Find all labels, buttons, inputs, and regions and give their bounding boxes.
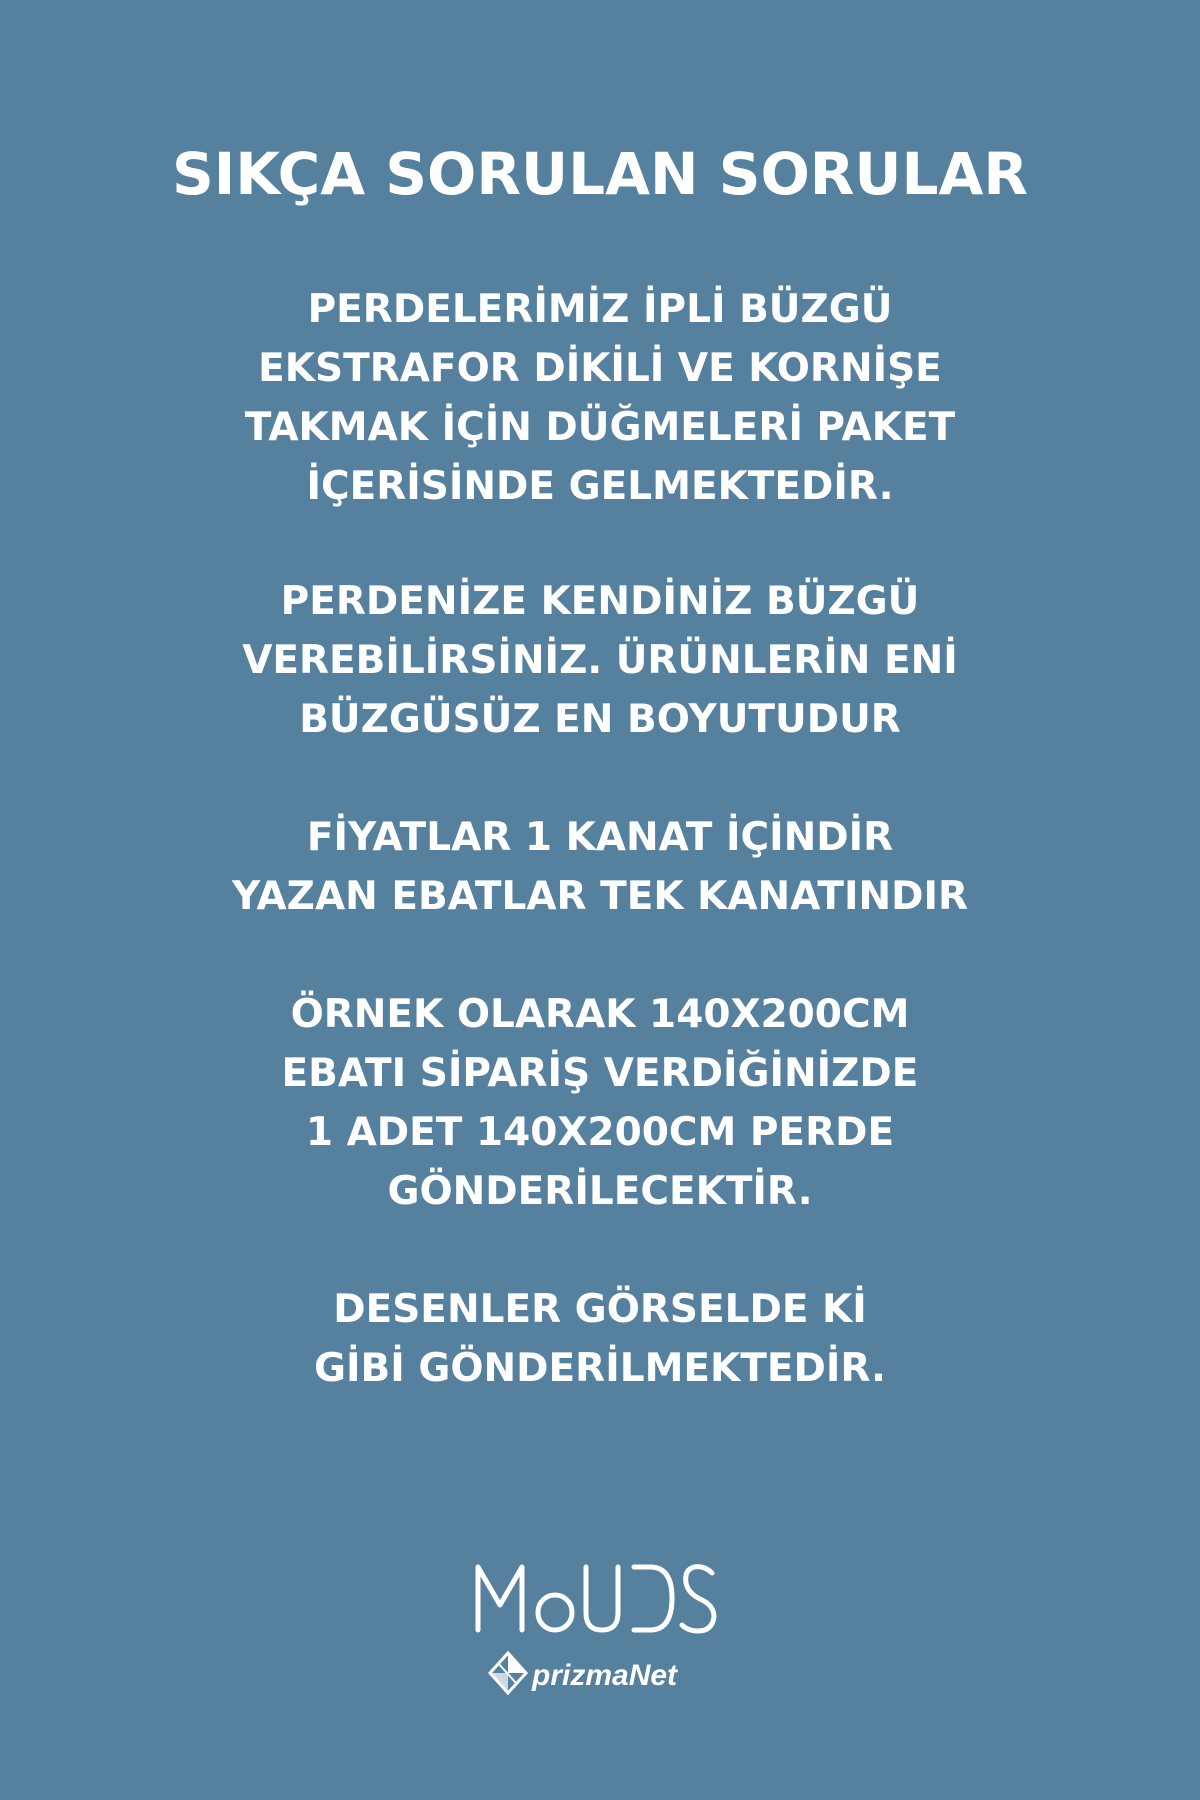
faq-line: GÖNDERİLECEKTİR. <box>387 1169 813 1214</box>
faq-line: İÇERİSİNDE GELMEKTEDİR. <box>306 464 894 509</box>
faq-item-5 <box>0 1280 1200 1398</box>
faq-line: BÜZGÜSÜZ EN BOYUTUDUR <box>299 697 901 742</box>
faq-line: 1 ADET 140X200CM PERDE <box>305 1110 895 1155</box>
mouds-prizmanet-logo <box>450 1545 750 1705</box>
page-title: SIKÇA SORULAN SORULAR <box>171 140 1029 208</box>
faq-line: PERDENİZE KENDİNİZ BÜZGÜ <box>280 579 920 624</box>
mouds-wordmark <box>478 1567 714 1631</box>
faq-line: GİBİ GÖNDERİLMEKTEDİR. <box>314 1346 886 1391</box>
faq-line: TAKMAK İÇİN DÜĞMELERİ PAKET <box>244 405 956 450</box>
faq-item-3 <box>0 808 1200 926</box>
faq-item-1 <box>0 280 1200 516</box>
faq-line: PERDELERİMİZ İPLİ BÜZGÜ <box>307 287 893 332</box>
prizmanet-wordmark: prizmaNet <box>532 1659 678 1692</box>
prizmanet-icon <box>490 1653 526 1693</box>
faq-item-2 <box>0 572 1200 749</box>
faq-line: EBATI SİPARİŞ VERDİĞİNİZDE <box>281 1051 919 1096</box>
faq-line: VEREBİLİRSİNİZ. ÜRÜNLERİN ENİ <box>242 638 958 683</box>
brand-logo <box>0 1545 1200 1715</box>
faq-line: EKSTRAFOR DİKİLİ VE KORNİŞE <box>258 346 942 391</box>
faq-item-4 <box>0 985 1200 1221</box>
faq-line: YAZAN EBATLAR TEK KANATINDIR <box>231 874 969 919</box>
faq-line: FİYATLAR 1 KANAT İÇİNDİR <box>306 815 894 860</box>
faq-line: ÖRNEK OLARAK 140X200CM <box>290 992 910 1037</box>
faq-line: DESENLER GÖRSELDE Kİ <box>333 1287 867 1332</box>
